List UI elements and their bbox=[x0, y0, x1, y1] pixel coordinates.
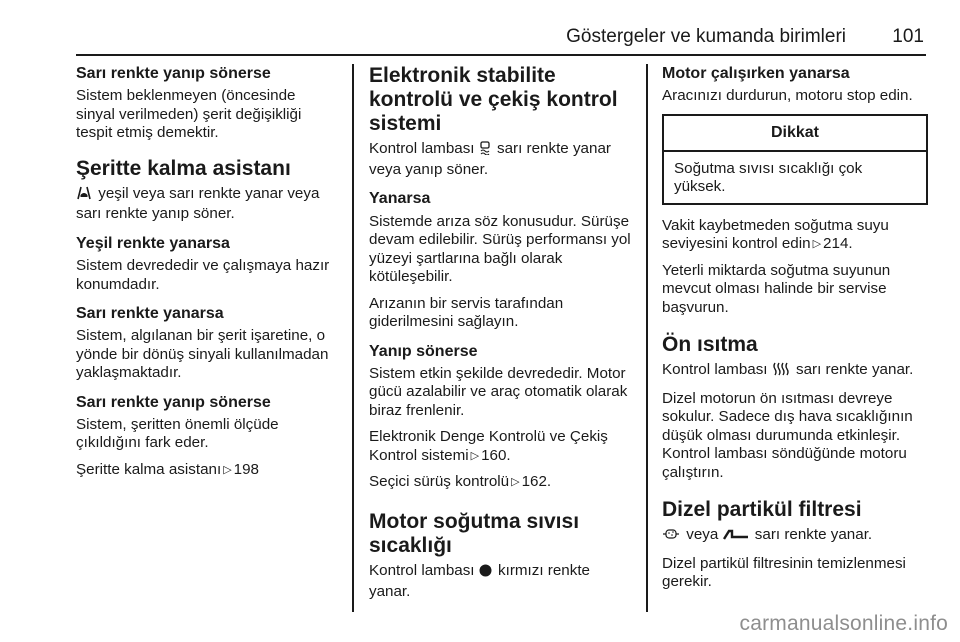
lane-keep-icon bbox=[76, 186, 92, 206]
text-green: Sistem devrededir ve çalışmaya hazır konumdadır. bbox=[76, 257, 330, 293]
text-preheat-pre: Kontrol lambası bbox=[662, 361, 768, 379]
column-3 bbox=[662, 64, 928, 600]
page-header bbox=[76, 22, 926, 56]
column-divider-1 bbox=[352, 64, 354, 612]
heading-lane-keep-assist: Şeritte kalma asistanı bbox=[76, 156, 291, 180]
text-preheat-2: Dizel motorun ön ısıtması devreye sokulur. Sadece dış hava sıcaklığının düşük olması durumunda etkinleşir. Kontrol lambası söndüğünde motoru çalıştırın. bbox=[662, 389, 913, 481]
heading-coolant: Motor soğutma sıvısı sıcaklığı bbox=[369, 509, 580, 557]
text-esc-pre: Kontrol lambası bbox=[369, 140, 475, 158]
watermark: carmanualsonline.info bbox=[739, 612, 948, 635]
heading-blinking: Yanıp sönerse bbox=[369, 342, 478, 360]
ref-esc[interactable] bbox=[369, 428, 633, 465]
column-2 bbox=[369, 64, 633, 609]
heading-yellow: Sarı renkte yanarsa bbox=[76, 305, 224, 323]
ref-esc-page: 160. bbox=[481, 446, 511, 464]
red-dot-icon bbox=[479, 564, 492, 583]
text-blinking: Sistem etkin şekilde devrededir. Motor gücü azalabilir ve araç otomatik olarak biraz frenlenir. bbox=[369, 364, 628, 419]
glow-plug-icon bbox=[772, 362, 790, 382]
text-yellow-blinking-2: Sistem, şeritten önemli ölçüde çıkıldığını fark eder. bbox=[76, 415, 279, 452]
ref-page: 198 bbox=[233, 460, 259, 478]
text-dpf-2: Dizel partikül filtresinin temizlenmesi gerekir. bbox=[662, 554, 906, 591]
heading-yellow-blinking-2: Sarı renkte yanıp sönerse bbox=[76, 393, 271, 411]
ref-drive-text: Seçici sürüş kontrolü bbox=[369, 473, 510, 491]
page-ref-arrow-icon: ▷ bbox=[812, 238, 822, 251]
page-title: Göstergeler ve kumanda birimleri bbox=[566, 26, 846, 47]
heading-green: Yeşil renkte yanarsa bbox=[76, 234, 230, 252]
text-dpf-mid: veya bbox=[686, 526, 719, 544]
page-number: 101 bbox=[892, 26, 924, 47]
heading-engine-running: Motor çalışırken yanarsa bbox=[662, 65, 850, 82]
text-on-2: Arızanın bir servis tarafından giderilmesini sağlayın. bbox=[369, 294, 564, 331]
heading-dpf: Dizel partikül filtresi bbox=[662, 498, 862, 522]
text-lane-keep-assist-body: yeşil veya sarı renkte yanar veya sarı renkte yanıp söner. bbox=[76, 184, 320, 223]
page-ref-arrow-icon: ▷ bbox=[511, 476, 520, 489]
caution-box bbox=[662, 114, 928, 205]
ref-esc-text: Elektronik Denge Kontrolü ve Çekiş Kontrol sistemi bbox=[369, 428, 608, 464]
text-dpf bbox=[662, 526, 928, 547]
heading-on: Yanarsa bbox=[369, 190, 431, 208]
text-esc-post: sarı renkte yanar veya yanıp söner. bbox=[369, 140, 611, 178]
text-preheat bbox=[662, 361, 928, 382]
text-check-coolant-body: Vakit kaybetmeden soğutma suyu seviyesini kontrol edin bbox=[662, 216, 889, 253]
text-coolant-pre: Kontrol lambası bbox=[369, 562, 475, 580]
text-yellow: Sistem, algılanan bir şerit işaretine, o yönde bir dönüş sinyali kullanılmadan yaklaşmaktadır. bbox=[76, 327, 329, 382]
text-check-coolant[interactable] bbox=[662, 217, 928, 254]
text-preheat-post: sarı renkte yanar. bbox=[796, 361, 914, 379]
page-ref-arrow-icon: ▷ bbox=[223, 463, 232, 476]
heading-preheat: Ön ısıtma bbox=[662, 333, 758, 357]
text-esc bbox=[369, 140, 633, 179]
text-yellow-blinking: Sistem beklenmeyen (öncesinde sinyal verilmeden) şerit değişikliği tespit etmiş demektir. bbox=[76, 87, 302, 142]
column-1 bbox=[76, 64, 338, 487]
text-lane-keep-assist bbox=[76, 185, 338, 224]
text-on-1: Sistemde arıza söz konusudur. Sürüşe devam edilebilir. Sürüş performansı yol yüzeyi şartlarına bağlı olarak kötüleşebilir. bbox=[369, 212, 631, 286]
ref-text: Şeritte kalma asistanı bbox=[76, 460, 222, 478]
exhaust-icon bbox=[723, 528, 749, 547]
caution-title: Dikkat bbox=[664, 116, 926, 152]
text-service: Yeterli miktarda soğutma suyunun mevcut olması halinde bir servise başvurun. bbox=[662, 261, 891, 316]
page-ref-arrow-icon: ▷ bbox=[470, 449, 480, 462]
ref-lane-keep-assist[interactable] bbox=[76, 461, 338, 480]
text-coolant bbox=[369, 562, 633, 601]
esc-skid-icon bbox=[479, 141, 491, 161]
text-coolant-post: kırmızı renkte yanar. bbox=[369, 562, 590, 600]
text-dpf-post: sarı renkte yanar. bbox=[754, 526, 873, 544]
caution-body: Soğutma sıvısı sıcaklığı çok yüksek. bbox=[674, 159, 863, 196]
dpf-icon bbox=[662, 527, 680, 547]
text-check-coolant-page: 214. bbox=[823, 235, 853, 253]
column-divider-2 bbox=[646, 64, 648, 612]
ref-drive-mode[interactable] bbox=[369, 473, 633, 492]
heading-esc: Elektronik stabilite kontrolü ve çekiş kontrol sistemi bbox=[369, 64, 618, 136]
ref-drive-page: 162. bbox=[521, 473, 552, 491]
text-engine-running: Aracınızı durdurun, motoru stop edin. bbox=[662, 87, 913, 105]
heading-yellow-blinking: Sarı renkte yanıp sönerse bbox=[76, 65, 271, 82]
